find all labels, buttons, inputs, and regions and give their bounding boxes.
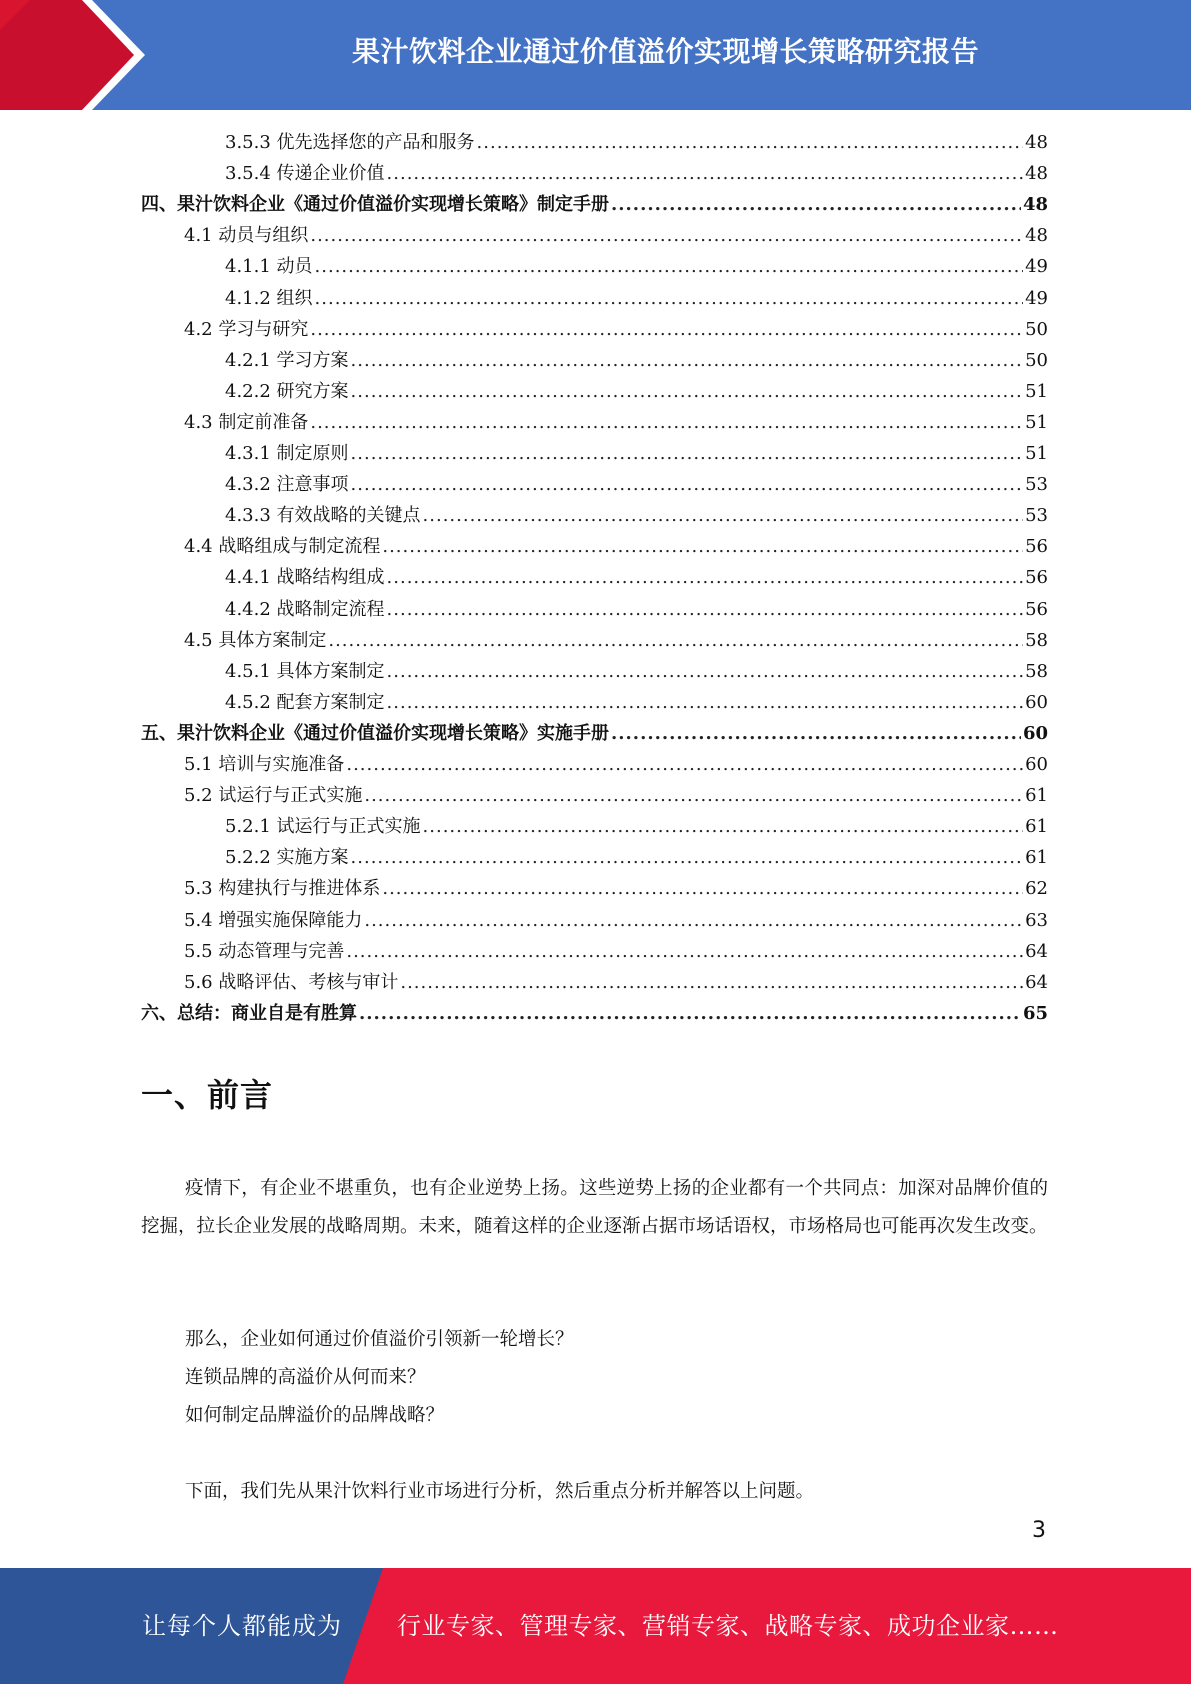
toc-entry[interactable] bbox=[184, 625, 1048, 656]
toc-entry[interactable] bbox=[225, 438, 1048, 469]
toc-page-number: 58 bbox=[1025, 660, 1048, 682]
toc-page-number: 61 bbox=[1025, 816, 1048, 838]
toc-page-number: 62 bbox=[1025, 878, 1048, 900]
red-chevron-icon bbox=[0, 0, 160, 110]
toc-page-number: 53 bbox=[1025, 505, 1048, 527]
toc-entry-label: 4.5 具体方案制定 bbox=[184, 629, 327, 651]
toc-leader-dots bbox=[315, 251, 1024, 282]
toc-leader-dots bbox=[328, 625, 1023, 656]
toc-leader-dots bbox=[400, 967, 1023, 998]
page-number: 3 bbox=[1032, 1518, 1046, 1543]
toc-entry[interactable] bbox=[225, 376, 1048, 407]
report-title: 果汁饮料企业通过价值溢价实现增长策略研究报告 bbox=[351, 35, 979, 68]
intro-paragraph: 疫情下，有企业不堪重负，也有企业逆势上扬。这些逆势上扬的企业都有一个共同点：加深对品牌价值的挖掘，拉长企业发展的战略周期。未来，随着这样的企业逐渐占据市场话语权，市场格局也可能再次发生改变。 bbox=[141, 1178, 1048, 1237]
toc-entry-label: 5.2 试运行与正式实施 bbox=[184, 785, 363, 807]
toc-leader-dots bbox=[387, 594, 1024, 625]
page-header bbox=[0, 0, 1191, 110]
toc-page-number: 51 bbox=[1025, 380, 1048, 402]
toc-leader-dots bbox=[611, 718, 1021, 749]
toc-page-number: 50 bbox=[1025, 349, 1048, 371]
toc-entry-label: 4.5.1 具体方案制定 bbox=[225, 660, 385, 682]
toc-entry[interactable] bbox=[184, 873, 1048, 904]
toc-entry[interactable] bbox=[141, 998, 1048, 1029]
toc-entry[interactable] bbox=[225, 345, 1048, 376]
toc-leader-dots bbox=[351, 842, 1024, 873]
toc-page-number: 56 bbox=[1025, 598, 1048, 620]
toc-entry[interactable] bbox=[184, 905, 1048, 936]
toc-entry-label: 5.5 动态管理与完善 bbox=[184, 940, 345, 962]
toc-leader-dots bbox=[364, 905, 1023, 936]
toc-leader-dots bbox=[351, 376, 1024, 407]
toc-entry-label: 4.3.3 有效战略的关键点 bbox=[225, 505, 421, 527]
toc-entry-label: 5.2.1 试运行与正式实施 bbox=[225, 816, 421, 838]
toc-page-number: 64 bbox=[1025, 940, 1048, 962]
toc-entry[interactable] bbox=[184, 314, 1048, 345]
toc-entry-label: 4.4.1 战略结构组成 bbox=[225, 567, 385, 589]
toc-page-number: 48 bbox=[1025, 225, 1048, 247]
toc-page-number: 51 bbox=[1025, 411, 1048, 433]
toc-entry-label: 3.5.4 传递企业价值 bbox=[225, 163, 385, 185]
toc-entry-label: 4.1.1 动员 bbox=[225, 256, 313, 278]
toc-leader-dots bbox=[351, 345, 1024, 376]
toc-page-number: 61 bbox=[1025, 785, 1048, 807]
toc-page-number: 50 bbox=[1025, 318, 1048, 340]
toc-entry[interactable] bbox=[225, 687, 1048, 718]
toc-page-number: 48 bbox=[1022, 194, 1048, 216]
toc-leader-dots bbox=[346, 749, 1023, 780]
toc-leader-dots bbox=[351, 438, 1024, 469]
toc-entry[interactable] bbox=[184, 531, 1048, 562]
toc-entry-label: 五、果汁饮料企业《通过价值溢价实现增长策略》实施手册 bbox=[141, 722, 609, 744]
toc-entry-label: 4.3.2 注意事项 bbox=[225, 474, 349, 496]
toc-page-number: 53 bbox=[1025, 474, 1048, 496]
footer-slogan-right: 行业专家、管理专家、营销专家、战略专家、成功企业家…… bbox=[397, 1612, 1059, 1640]
toc-entry[interactable] bbox=[225, 656, 1048, 687]
toc-page-number: 60 bbox=[1022, 722, 1048, 744]
toc-leader-dots bbox=[310, 314, 1023, 345]
toc-entry-label: 3.5.3 优先选择您的产品和服务 bbox=[225, 132, 475, 153]
toc-entry-label: 4.5.2 配套方案制定 bbox=[225, 691, 385, 713]
toc-leader-dots bbox=[611, 189, 1021, 220]
toc-leader-dots bbox=[310, 220, 1023, 251]
toc-entry[interactable] bbox=[184, 780, 1048, 811]
toc-page-number: 61 bbox=[1025, 847, 1048, 869]
toc-entry-label: 4.4 战略组成与制定流程 bbox=[184, 536, 381, 558]
toc-page-number: 56 bbox=[1025, 567, 1048, 589]
toc-entry-label: 六、总结：商业自是有胜算 bbox=[141, 1002, 357, 1024]
toc-entry-label: 5.1 培训与实施准备 bbox=[184, 754, 345, 775]
toc-leader-dots bbox=[423, 811, 1024, 842]
toc-entry[interactable] bbox=[184, 967, 1048, 998]
toc-page-number: 49 bbox=[1025, 287, 1048, 309]
toc-entry[interactable] bbox=[184, 749, 1048, 780]
toc-entry-label: 四、果汁饮料企业《通过价值溢价实现增长策略》制定手册 bbox=[141, 194, 609, 216]
toc-entry[interactable] bbox=[225, 594, 1048, 625]
toc-page-number: 48 bbox=[1025, 132, 1048, 153]
toc-entry-label: 4.2.1 学习方案 bbox=[225, 349, 349, 371]
toc-entry[interactable] bbox=[225, 127, 1048, 158]
toc-entry[interactable] bbox=[225, 842, 1048, 873]
question-line: 那么，企业如何通过价值溢价引领新一轮增长？ bbox=[185, 1329, 574, 1350]
toc-leader-dots bbox=[387, 687, 1024, 718]
toc-page-number: 48 bbox=[1025, 163, 1048, 185]
toc-entry-label: 5.6 战略评估、考核与审计 bbox=[184, 971, 399, 993]
toc-entry[interactable] bbox=[225, 158, 1048, 189]
toc-leader-dots bbox=[387, 158, 1024, 189]
toc-page-number: 51 bbox=[1025, 443, 1048, 464]
toc-page-number: 49 bbox=[1025, 256, 1048, 278]
toc-entry-label: 4.2.2 研究方案 bbox=[225, 380, 349, 402]
toc-leader-dots bbox=[387, 562, 1024, 593]
toc-entry[interactable] bbox=[225, 469, 1048, 500]
toc-leader-dots bbox=[382, 873, 1023, 904]
toc-entry-label: 4.2 学习与研究 bbox=[184, 318, 309, 340]
toc-entry[interactable] bbox=[141, 718, 1048, 749]
toc-entry-label: 4.1 动员与组织 bbox=[184, 225, 309, 247]
toc-page-number: 60 bbox=[1025, 691, 1048, 713]
toc-entry[interactable] bbox=[184, 936, 1048, 967]
toc-page-number: 58 bbox=[1025, 629, 1048, 651]
toc-page-number: 65 bbox=[1022, 1002, 1048, 1024]
toc-leader-dots bbox=[346, 936, 1023, 967]
toc-page-number: 56 bbox=[1025, 536, 1048, 558]
question-line: 连锁品牌的高溢价从何而来？ bbox=[185, 1367, 426, 1388]
toc-leader-dots bbox=[382, 531, 1023, 562]
question-line: 如何制定品牌溢价的品牌战略？ bbox=[185, 1405, 445, 1426]
toc-leader-dots bbox=[310, 407, 1023, 438]
toc-entry[interactable] bbox=[225, 251, 1048, 282]
toc-page-number: 64 bbox=[1025, 971, 1048, 993]
toc-entry[interactable] bbox=[184, 407, 1048, 438]
toc-leader-dots bbox=[364, 780, 1023, 811]
toc-leader-dots bbox=[351, 469, 1024, 500]
toc-entry-label: 5.2.2 实施方案 bbox=[225, 847, 349, 869]
section-heading: 一、前言 bbox=[141, 1076, 274, 1114]
toc-entry-label: 4.4.2 战略制定流程 bbox=[225, 598, 385, 620]
toc-entry-label: 4.3.1 制定原则 bbox=[225, 443, 349, 464]
footer-slogan-left: 让每个人都能成为 bbox=[142, 1612, 342, 1640]
toc-leader-dots bbox=[387, 656, 1024, 687]
toc-leader-dots bbox=[359, 998, 1021, 1029]
toc-entry[interactable] bbox=[184, 220, 1048, 251]
page-footer bbox=[0, 1568, 1191, 1684]
toc-entry-label: 5.4 增强实施保障能力 bbox=[184, 909, 363, 931]
toc-entry-label: 5.3 构建执行与推进体系 bbox=[184, 878, 381, 900]
toc-entry[interactable] bbox=[225, 562, 1048, 593]
toc-entry[interactable] bbox=[225, 283, 1048, 314]
toc-entry-label: 4.3 制定前准备 bbox=[184, 411, 309, 433]
toc-leader-dots bbox=[315, 283, 1024, 314]
toc-page-number: 63 bbox=[1025, 909, 1048, 931]
closing-paragraph: 下面，我们先从果汁饮料行业市场进行分析，然后重点分析并解答以上问题。 bbox=[185, 1481, 815, 1502]
toc-entry-label: 4.1.2 组织 bbox=[225, 287, 313, 309]
toc-entry[interactable] bbox=[225, 500, 1048, 531]
toc-entry[interactable] bbox=[141, 189, 1048, 220]
toc-entry[interactable] bbox=[225, 811, 1048, 842]
toc-page-number: 60 bbox=[1025, 754, 1048, 775]
toc-leader-dots bbox=[423, 500, 1024, 531]
toc-leader-dots bbox=[477, 127, 1024, 158]
